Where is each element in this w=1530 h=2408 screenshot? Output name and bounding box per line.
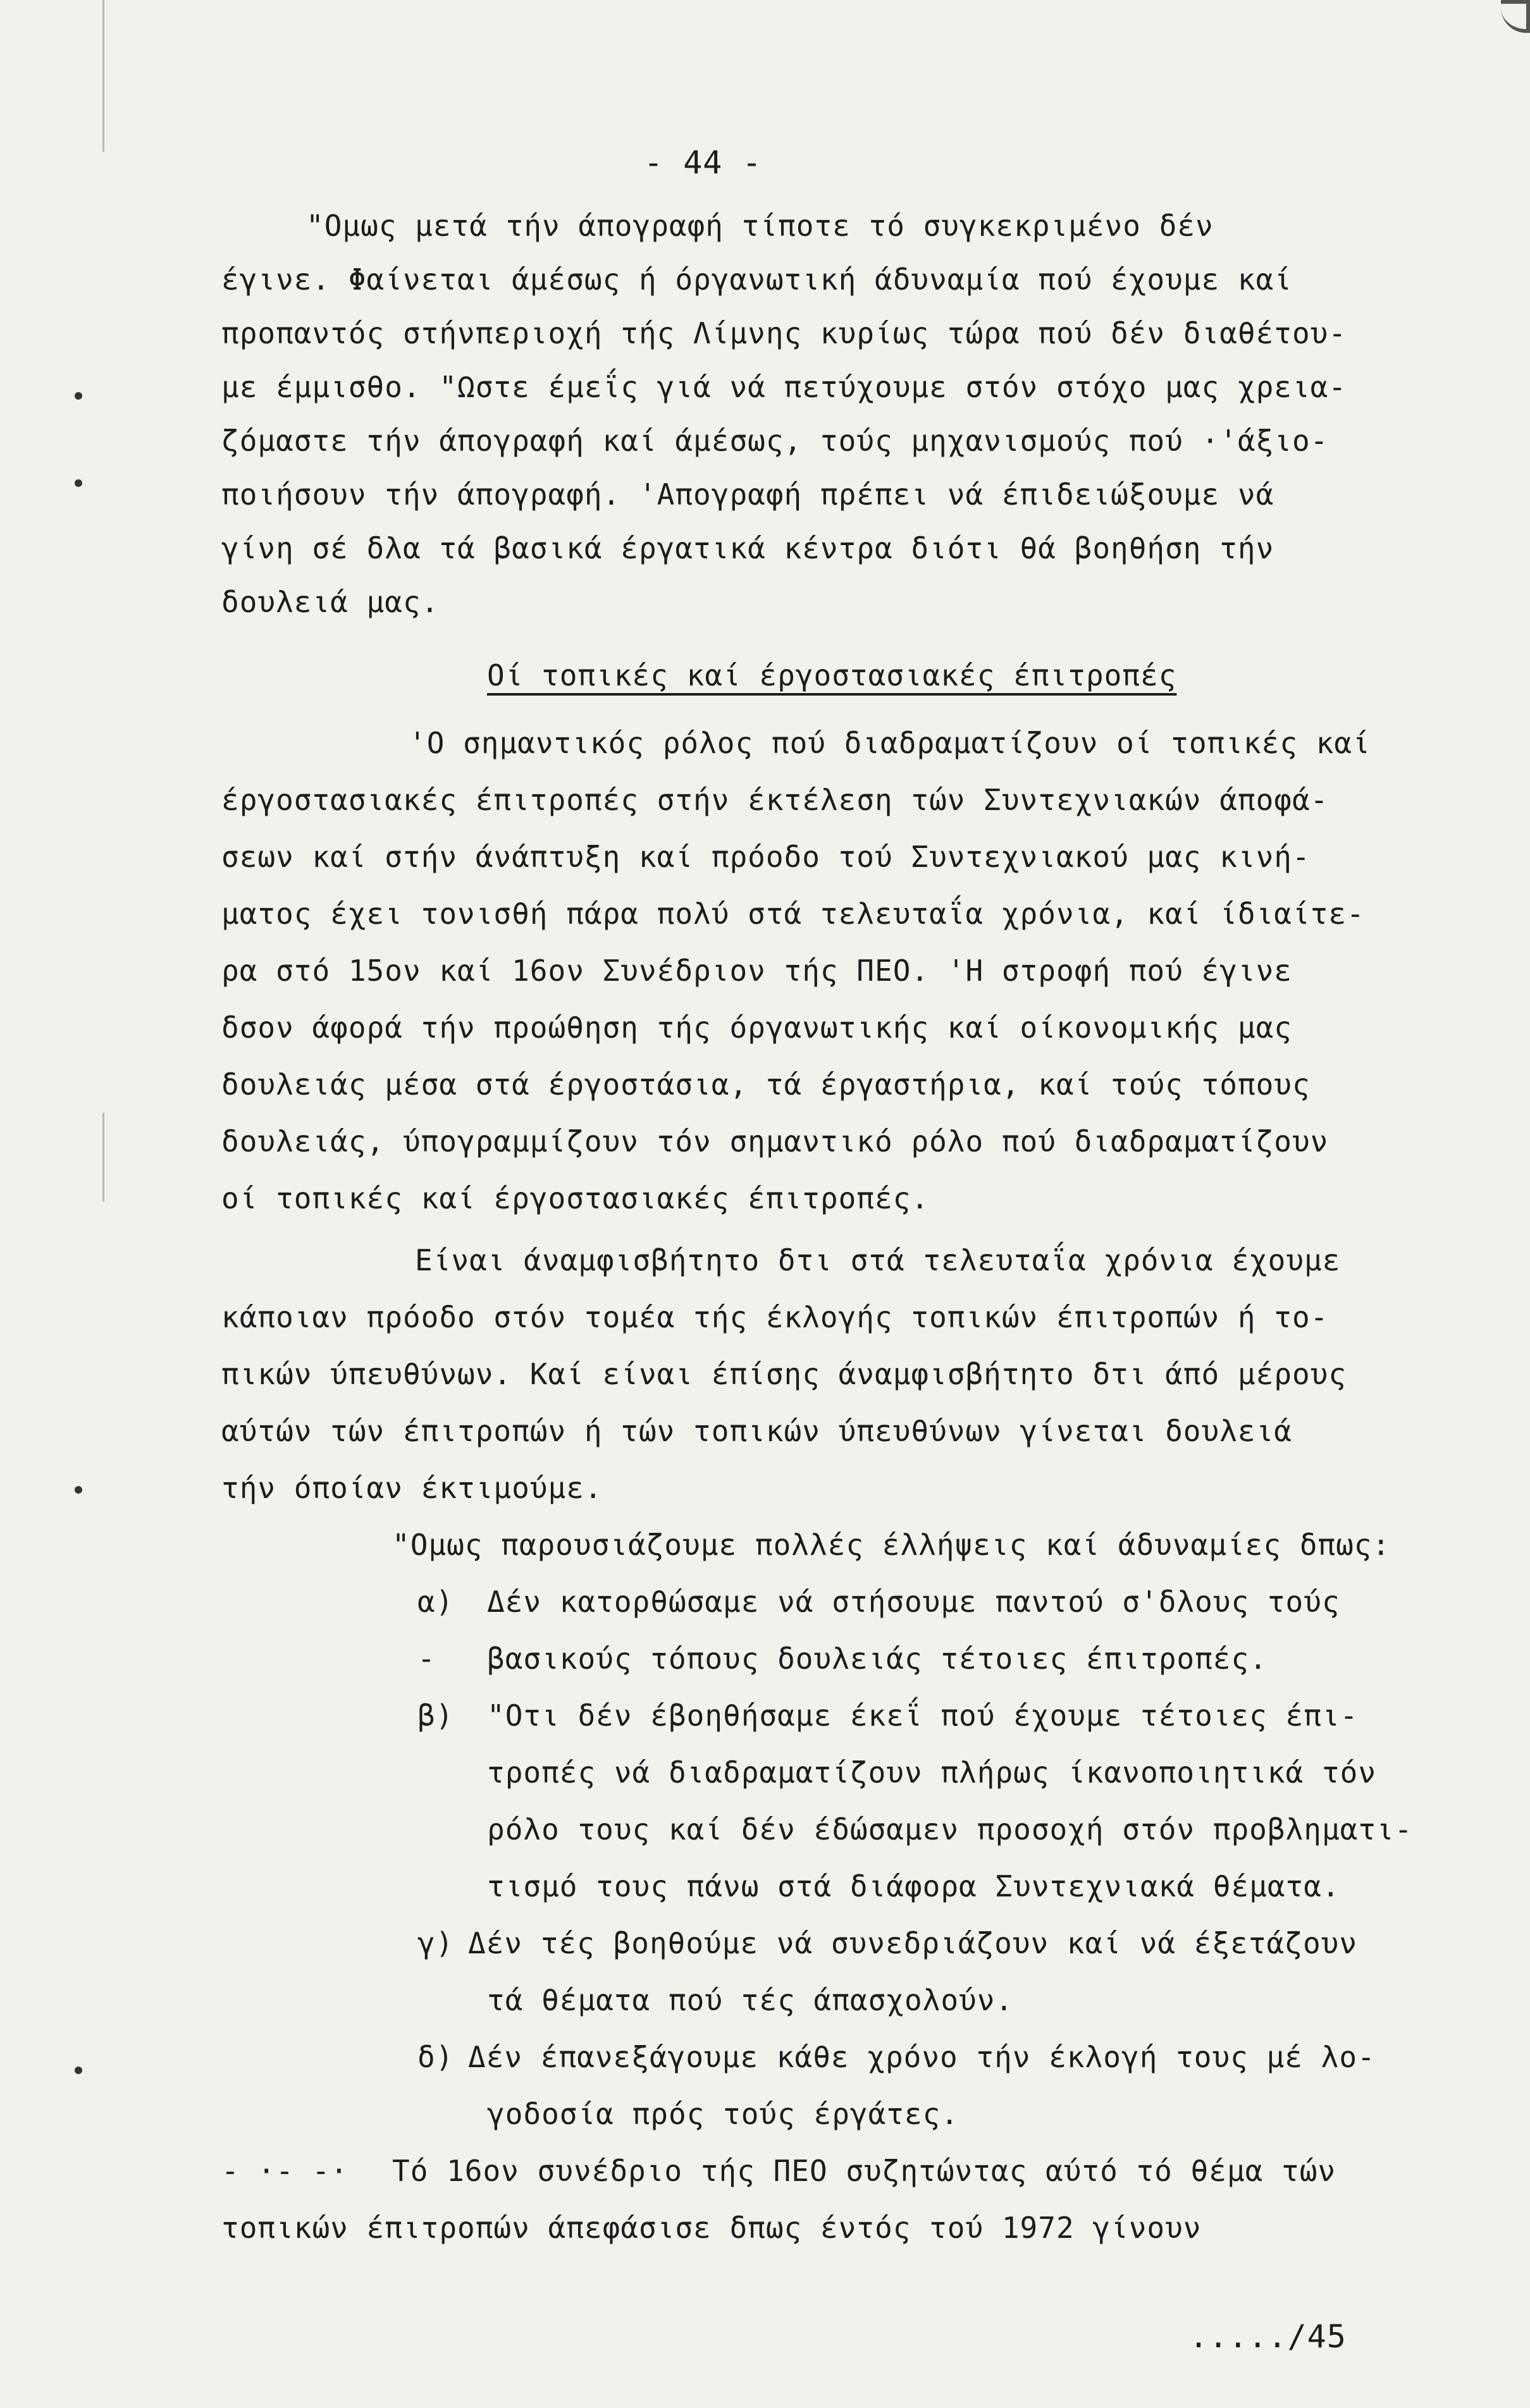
leader-dashes: - ·- -·: [221, 2154, 349, 2188]
list-marker: δ): [417, 2040, 454, 2074]
text-line: οί τοπικές καί έργοστασιακές έπιτροπές.: [221, 1181, 930, 1215]
text-line: "Ομως μετά τήν άπογραφή τίποτε τό συγκεκριμένο δέν: [306, 209, 1214, 243]
text-line: δσον άφορά τήν προώθηση τής όργανωτικής καί οίκονομικής μας: [221, 1010, 1292, 1045]
text-line: τήν όποίαν έκτιμούμε.: [221, 1471, 603, 1505]
section-heading: Οί τοπικές καί έργοστασιακές έπιτροπές: [487, 658, 1177, 692]
text-line: σεων καί στήν άνάπτυξη καί πρόοδο τού Συντεχνιακού μας κινή-: [221, 840, 1311, 874]
punch-mark: [75, 2067, 82, 2074]
punch-mark: [75, 392, 82, 400]
punch-mark: [75, 479, 82, 487]
continuation-marker: ...../45: [1189, 2318, 1347, 2355]
text-line: ρα στό 15ον καί 16ον Συνέδριον τής ΠΕΟ. 'Η στροφή πού έγινε: [221, 954, 1292, 988]
text-line: αύτών τών έπιτροπών ή τών τοπικών ύπευθύνων γίνεται δουλειά: [221, 1414, 1292, 1448]
list-item-line: βασικούς τόπους δουλειάς τέτοιες έπιτροπές.: [487, 1642, 1268, 1676]
text-line: πικών ύπευθύνων. Καί είναι έπίσης άναμφισβήτητο δτι άπό μέρους: [221, 1357, 1347, 1391]
text-line: με έμμισθο. "Ωστε έμεΐς γιά νά πετύχουμε στόν στόχο μας χρεια-: [221, 370, 1347, 404]
list-item-line: τά θέματα πού τές άπασχολούν.: [487, 1983, 1014, 2017]
page-number: - 44 -: [644, 144, 762, 181]
punch-mark: [75, 1486, 82, 1494]
list-item-line: τισμό τους πάνω στά διάφορα Συντεχνιακά θέματα.: [487, 1869, 1340, 1903]
list-item-line: Δέν κατορθώσαμε νά στήσουμε παντού σ'δλους τούς: [487, 1585, 1340, 1619]
list-dash: -: [417, 1642, 436, 1676]
edge-mark: [1501, 0, 1530, 33]
margin-rule: [102, 0, 104, 152]
text-line: ματος έχει τονισθή πάρα πολύ στά τελευταΐα χρόνια, καί ίδιαίτε-: [221, 897, 1365, 931]
text-line: τοπικών έπιτροπών άπεφάσισε δπως έντός τού 1972 γίνουν: [221, 2211, 1202, 2245]
text-line: δουλειάς μέσα στά έργοστάσια, τά έργαστήρια, καί τούς τόπους: [221, 1067, 1311, 1102]
text-line: δουλειά μας.: [221, 585, 440, 619]
list-item-line: Δέν τές βοηθούμε νά συνεδριάζουν καί νά έξετάζουν: [468, 1926, 1358, 1960]
margin-rule: [102, 1113, 104, 1201]
list-item-line: Δέν έπανεξάγουμε κάθε χρόνο τήν έκλογή τους μέ λο-: [468, 2040, 1376, 2074]
text-line: Τό 16ον συνέδριο τής ΠΕΟ συζητώντας αύτό τό θέμα τών: [392, 2154, 1336, 2188]
list-marker: α): [417, 1585, 454, 1619]
list-item-line: "Οτι δέν έβοηθήσαμε έκεΐ πού έχουμε τέτοιες έπι-: [487, 1698, 1359, 1733]
text-line: δουλειάς, ύπογραμμίζουν τόν σημαντικό ρόλο πού διαδραματίζουν: [221, 1124, 1329, 1158]
text-line: Είναι άναμφισβήτητο δτι στά τελευταΐα χρόνια έχουμε: [415, 1243, 1341, 1277]
text-line: προπαντός στήνπεριοχή τής Λίμνης κυρίως τώρα πού δέν διαθέτου-: [221, 316, 1347, 350]
list-marker: γ): [417, 1926, 454, 1960]
list-item-line: ρόλο τους καί δέν έδώσαμεν προσοχή στόν προβληματι-: [487, 1812, 1413, 1846]
text-line: έγινε. Φαίνεται άμέσως ή όργανωτική άδυναμία πού έχουμε καί: [221, 262, 1292, 297]
text-line: ζόμαστε τήν άπογραφή καί άμέσως, τούς μηχανισμούς πού ·'άξιο-: [221, 424, 1329, 458]
text-line: κάποιαν πρόοδο στόν τομέα τής έκλογής τοπικών έπιτροπών ή το-: [221, 1300, 1329, 1334]
text-line: έργοστασιακές έπιτροπές στήν έκτέλεση τών Συντεχνιακών άποφά-: [221, 783, 1329, 817]
text-line: ποιήσουν τήν άπογραφή. 'Απογραφή πρέπει νά έπιδειώξουμε νά: [221, 477, 1274, 512]
text-line: 'Ο σημαντικός ρόλος πού διαδραματίζουν οί τοπικές καί: [409, 726, 1371, 760]
list-item-line: τροπές νά διαδραματίζουν πλήρως ίκανοποιητικά τόν: [487, 1755, 1377, 1790]
list-marker: β): [417, 1698, 454, 1733]
text-line: γίνη σέ δλα τά βασικά έργατικά κέντρα διότι θά βοηθήση τήν: [221, 531, 1274, 565]
list-item-line: γοδοσία πρός τούς έργάτες.: [487, 2097, 959, 2131]
weaknesses-intro: "Ομως παρουσιάζουμε πολλές έλλήψεις καί άδυναμίες δπως:: [392, 1528, 1391, 1562]
